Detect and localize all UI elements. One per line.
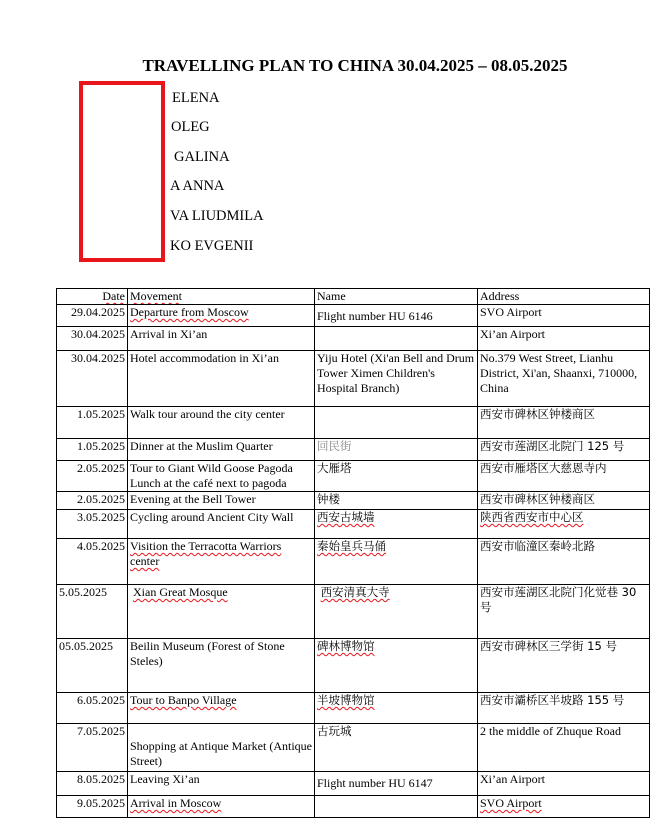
row-movement — [128, 724, 315, 772]
row-address: SVO Airport — [478, 305, 650, 327]
row-movement: Leaving Xi’an — [128, 772, 315, 796]
redaction-box — [79, 81, 165, 262]
table-row — [57, 305, 650, 327]
row-name — [315, 327, 478, 351]
row-name: Yiju Hotel (Xi'an Bell and Drum Tower Ximen Children's Hospital Branch) — [315, 351, 478, 407]
row-address: 西安市碑林区三学街 15 号 — [478, 639, 650, 693]
row-address: 陕西省西安市中心区 — [478, 510, 650, 539]
row-name — [315, 407, 478, 439]
table-row — [57, 724, 650, 772]
table-row — [57, 772, 650, 796]
row-movement: Beilin Museum (Forest of Stone Steles) — [128, 639, 315, 693]
table-row — [57, 439, 650, 461]
row-date: 4.05.2025 — [57, 539, 128, 585]
table-row — [57, 585, 650, 639]
traveller-name: GALINA — [174, 149, 230, 165]
table-header-row — [57, 289, 650, 305]
traveller-name: A ANNA — [170, 178, 225, 194]
row-date: 29.04.2025 — [57, 305, 128, 327]
row-date: 30.04.2025 — [57, 327, 128, 351]
row-address: 西安市灞桥区半坡路 155 号 — [478, 693, 650, 724]
row-movement — [128, 461, 315, 492]
table-row — [57, 461, 650, 492]
table-row — [57, 796, 650, 818]
row-name: 钟楼 — [315, 492, 478, 510]
table-row — [57, 693, 650, 724]
table-row — [57, 510, 650, 539]
row-name: Flight number HU 6147 — [315, 772, 478, 796]
row-date: 9.05.2025 — [57, 796, 128, 818]
row-name: Flight number HU 6146 — [315, 305, 478, 327]
table-row — [57, 639, 650, 693]
row-movement: Walk tour around the city center — [128, 407, 315, 439]
row-movement: Cycling around Ancient City Wall — [128, 510, 315, 539]
row-name: 半坡博物馆 — [315, 693, 478, 724]
row-date: 2.05.2025 — [57, 461, 128, 492]
header-movement: Movement — [128, 289, 315, 305]
table-row — [57, 539, 650, 585]
row-movement: Evening at the Bell Tower — [128, 492, 315, 510]
row-address: 西安市莲湖区北院门化觉巷 30 号 — [478, 585, 650, 639]
row-name: 古玩城 — [315, 724, 478, 772]
traveller-name: VA LIUDMILA — [170, 208, 264, 224]
row-name: 秦始皇兵马俑 — [315, 539, 478, 585]
row-date: 7.05.2025 — [57, 724, 128, 772]
row-movement: Dinner at the Muslim Quarter — [128, 439, 315, 461]
row-movement: Hotel accommodation in Xi’an — [128, 351, 315, 407]
row-movement-line: Tour to Giant Wild Goose Pagoda — [130, 461, 293, 475]
row-name: 西安古城墙 — [315, 510, 478, 539]
table-row — [57, 492, 650, 510]
row-address: 西安市莲湖区北院门 125 号 — [478, 439, 650, 461]
traveller-name: ELENA — [172, 90, 220, 106]
row-address: Xi’an Airport — [478, 327, 650, 351]
row-address: 2 the middle of Zhuque Road — [478, 724, 650, 772]
row-date: 8.05.2025 — [57, 772, 128, 796]
row-name — [315, 796, 478, 818]
row-address: 西安市雁塔区大慈恩寺内 — [478, 461, 650, 492]
row-date: 3.05.2025 — [57, 510, 128, 539]
row-name: 大雁塔 — [315, 461, 478, 492]
row-movement-text: Shopping at Antique Market (Antique Street) — [130, 739, 312, 768]
header-address: Address — [478, 289, 650, 305]
row-address: SVO Airport — [478, 796, 650, 818]
row-date: 1.05.2025 — [57, 439, 128, 461]
header-name: Name — [315, 289, 478, 305]
row-date: 6.05.2025 — [57, 693, 128, 724]
row-movement: Xian Great Mosque — [128, 585, 315, 639]
table-row — [57, 351, 650, 407]
row-movement: Arrival in Moscow — [128, 796, 315, 818]
row-address: No.379 West Street, Lianhu District, Xi'an, Shaanxi, 710000, China — [478, 351, 650, 407]
row-date: 05.05.2025 — [57, 639, 128, 693]
traveller-name: OLEG — [171, 119, 210, 135]
row-movement: Departure from Moscow — [128, 305, 315, 327]
traveller-name: KO EVGENII — [170, 238, 254, 254]
row-address: 西安市临潼区秦岭北路 — [478, 539, 650, 585]
row-movement: Arrival in Xi’an — [128, 327, 315, 351]
row-date: 2.05.2025 — [57, 492, 128, 510]
row-address: Xi’an Airport — [478, 772, 650, 796]
row-name: 回民街 — [315, 439, 478, 461]
row-date: 1.05.2025 — [57, 407, 128, 439]
document-title: TRAVELLING PLAN TO CHINA 30.04.2025 – 08.05.2025 — [142, 56, 568, 75]
header-date: Date — [57, 289, 128, 305]
row-movement: Tour to Banpo Village — [128, 693, 315, 724]
row-address: 西安市碑林区钟楼商区 — [478, 407, 650, 439]
row-name: 西安清真大寺 — [315, 585, 478, 639]
row-date: 30.04.2025 — [57, 351, 128, 407]
row-name: 碑林博物馆 — [315, 639, 478, 693]
row-date: 5.05.2025 — [57, 585, 128, 639]
table-row — [57, 407, 650, 439]
row-movement: Visition the Terracotta Warriors center — [128, 539, 315, 585]
table-row — [57, 327, 650, 351]
row-address: 西安市碑林区钟楼商区 — [478, 492, 650, 510]
row-movement-line: Lunch at the café next to pagoda — [130, 476, 287, 490]
travel-plan-table — [56, 288, 650, 818]
